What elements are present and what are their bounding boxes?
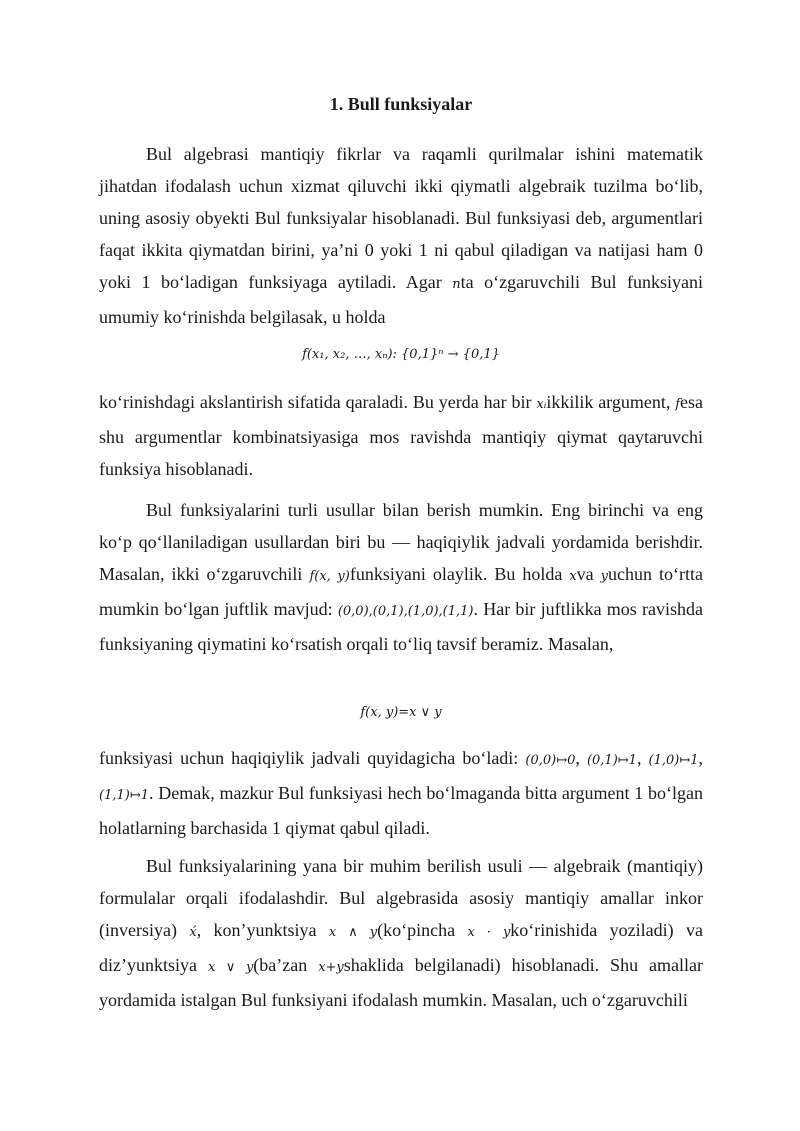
math-plus: x+y: [318, 960, 344, 975]
math-x: x: [569, 569, 577, 584]
p3-text-b: funksiyani olaylik. Bu holda: [349, 564, 570, 584]
p3-text-c: va: [576, 564, 601, 584]
p2-text-c: esa shu argumentlar kombinatsiyasiga mos ravishda mantiqiy qiymat qaytaruvchi funksiya hisoblanadi.: [99, 392, 704, 479]
math-map1: (0,0)↦0: [525, 753, 576, 768]
math-dot: x · y: [467, 925, 511, 940]
math-or: x ∨ y: [207, 960, 254, 975]
math-f: f: [675, 397, 681, 412]
paragraph-1: [99, 138, 703, 333]
math-fxy: f(x, y): [309, 569, 350, 584]
p5-text-b: , kon’yunktsiya: [196, 920, 329, 940]
p4-text: funksiyasi uchun haqiqiylik jadvali quyidagicha bo‘ladi:: [99, 748, 526, 768]
math-map3: (1,0)↦1: [648, 753, 699, 768]
math-pairs: (0,0),(0,1),(1,0),(1,1): [337, 604, 474, 619]
math-neg: x́: [189, 925, 197, 940]
p5-text: Bul funksiyalarining yana bir muhim berilish usuli — algebraik (mantiqiy) formulalar orqali ifodalashdir. Bul algebrasida asosiy mantiqiy amallar inkor (inversiya): [99, 856, 703, 940]
paragraph-5: [99, 850, 703, 1016]
paragraph-4: funksiyasi uchun haqiqiylik jadvali quyidagicha bo‘ladi: (0,0)↦0, (0,1)↦1, (1,0)↦1, (1,1)↦1. Demak, mazkur Bul funksiyasi hech bo‘lmaganda bitta argument 1 bo‘lgan holatlarning barchasida 1 qiymat qabul qiladi.: [99, 748, 703, 838]
p3-text-d: uchun to‘rtta mumkin bo‘lgan juftlik mavjud:: [99, 564, 703, 619]
p1-text: Bul algebrasi mantiqiy fikrlar va raqamli qurilmalar ishini matematik jihatdan ifodalash uchun xizmat qiluvchi ikki qiymatli algebraik tuzilma bo‘lib, uning asosiy obyekti Bul funksiyalar hisoblanadi. Bul funksiyasi deb, argumentlari faqat ikkita qiymatdan birini, ya’ni 0 yoki 1 ni qabul qiladigan va natijasi ham 0 yoki 1 bo‘ladigan funksiyaga aytiladi. Agar: [99, 144, 703, 292]
math-map2: (0,1)↦1: [586, 753, 637, 768]
formula-mapping: f(x₁, x₂, …, xₙ): {0,1}ⁿ → {0,1}: [302, 347, 500, 362]
paragraph-3: [99, 494, 703, 660]
formula-or: f(x, y)=x ∨ y: [360, 705, 442, 720]
math-xi: xᵢ: [536, 397, 547, 412]
paragraph-2: [99, 386, 703, 485]
p3-text-e: . Har bir juftlikka mos ravishda funksiyaning qiymatini ko‘rsatish orqali to‘liq tavsif beramiz. Masalan,: [99, 599, 703, 654]
section-title: 1. Bull funksiyalar: [329, 94, 473, 114]
p5-text-f: shaklida belgilanadi) hisoblanadi. Shu amallar yordamida istalgan Bul funksiyani ifodalash mumkin. Masalan, uch o‘zgaruvchili: [99, 955, 703, 1010]
p5-text-c: (ko‘pincha: [377, 920, 468, 940]
math-n: n: [452, 277, 461, 292]
p2-text-b: ikkilik argument,: [546, 392, 676, 412]
math-and: x ∧ y: [328, 925, 378, 940]
p2-text: ko‘rinishdagi akslantirish sifatida qaraladi. Bu yerda har bir: [99, 392, 537, 412]
p5-text-d: ko‘rinishida yoziladi) va diz’yunktsiya: [99, 920, 703, 975]
math-y: y: [600, 569, 609, 584]
math-map4: (1,1)↦1: [99, 788, 149, 803]
p5-text-e: (ba’zan: [253, 955, 319, 975]
p4-text-b: . Demak, mazkur Bul funksiyasi hech bo‘lmaganda bitta argument 1 bo‘lgan holatlarning barchasida 1 qiymat qabul qiladi.: [99, 783, 703, 838]
p1-end: ta o‘zgaruvchili Bul funksiyani umumiy ko‘rinishda belgilasak, u holda: [99, 272, 703, 327]
p3-text: Bul funksiyalarini turli usullar bilan berish mumkin. Eng birinchi va eng ko‘p qo‘llaniladigan usullardan biri bu — haqiqiylik jadvali yordamida berishdir. Masalan, ikki o‘zgaruvchili: [99, 500, 703, 584]
